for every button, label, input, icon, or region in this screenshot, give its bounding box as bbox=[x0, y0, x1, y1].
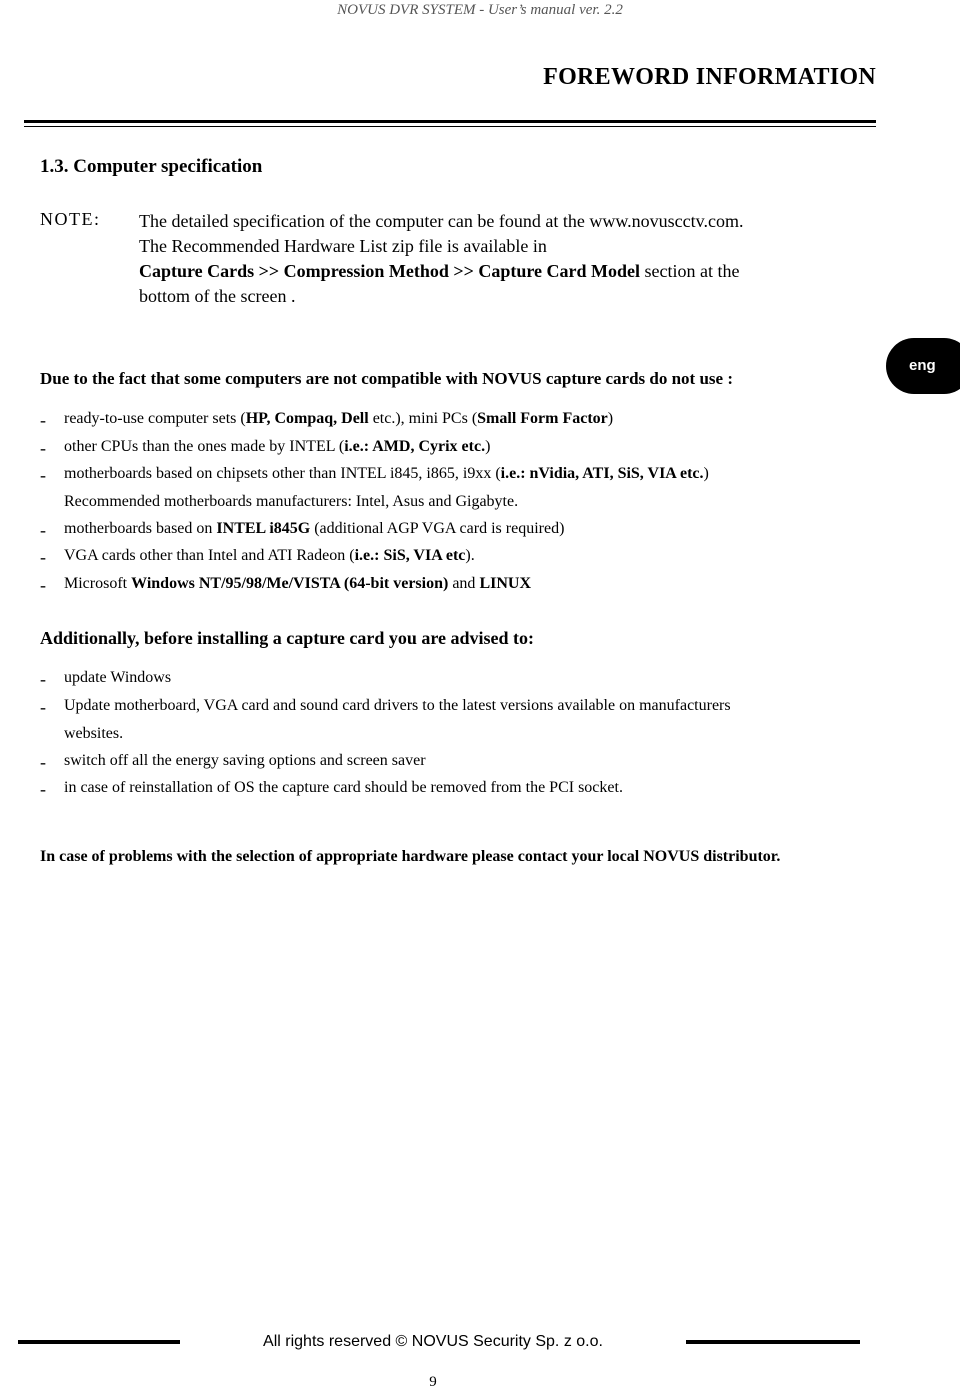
list-item-continuation: websites. bbox=[64, 725, 124, 742]
language-tab-label: eng bbox=[909, 357, 936, 374]
header-rule bbox=[24, 120, 876, 123]
page-number: 9 bbox=[429, 1374, 437, 1390]
list-item-continuation: Recommended motherboards manufacturers: Intel, Asus and Gigabyte. bbox=[64, 493, 519, 510]
compat-intro: Due to the fact that some computers are not compatible with NOVUS capture cards do not use : bbox=[40, 369, 733, 388]
note-line: The Recommended Hardware List zip file is available in bbox=[139, 236, 547, 256]
note-label: NOTE: bbox=[40, 209, 101, 229]
note-line bbox=[139, 259, 879, 284]
language-tab bbox=[886, 338, 960, 394]
subsection-heading: 1.3. Computer specification bbox=[40, 156, 263, 177]
running-header: NOVUS DVR SYSTEM - User’s manual ver. 2.2 bbox=[337, 2, 623, 18]
note-line: The detailed specification of the computer can be found at the www.novuscctv.com. bbox=[139, 211, 744, 231]
menu-path: Capture Cards >> Compression Method >> Capture Card Model bbox=[139, 261, 641, 281]
advice-intro: Additionally, before installing a capture card you are advised to: bbox=[40, 628, 535, 648]
note-path-suffix: section at the bbox=[640, 261, 740, 281]
contact-note: In case of problems with the selection of appropriate hardware please contact your local NOVUS distributor. bbox=[40, 848, 781, 865]
footer-copyright: All rights reserved © NOVUS Security Sp. z o.o. bbox=[263, 1333, 603, 1350]
section-title: FOREWORD INFORMATION bbox=[543, 64, 876, 90]
note-body bbox=[139, 209, 879, 309]
note-line: bottom of the screen . bbox=[139, 286, 296, 306]
header-rule-thin bbox=[24, 126, 876, 127]
